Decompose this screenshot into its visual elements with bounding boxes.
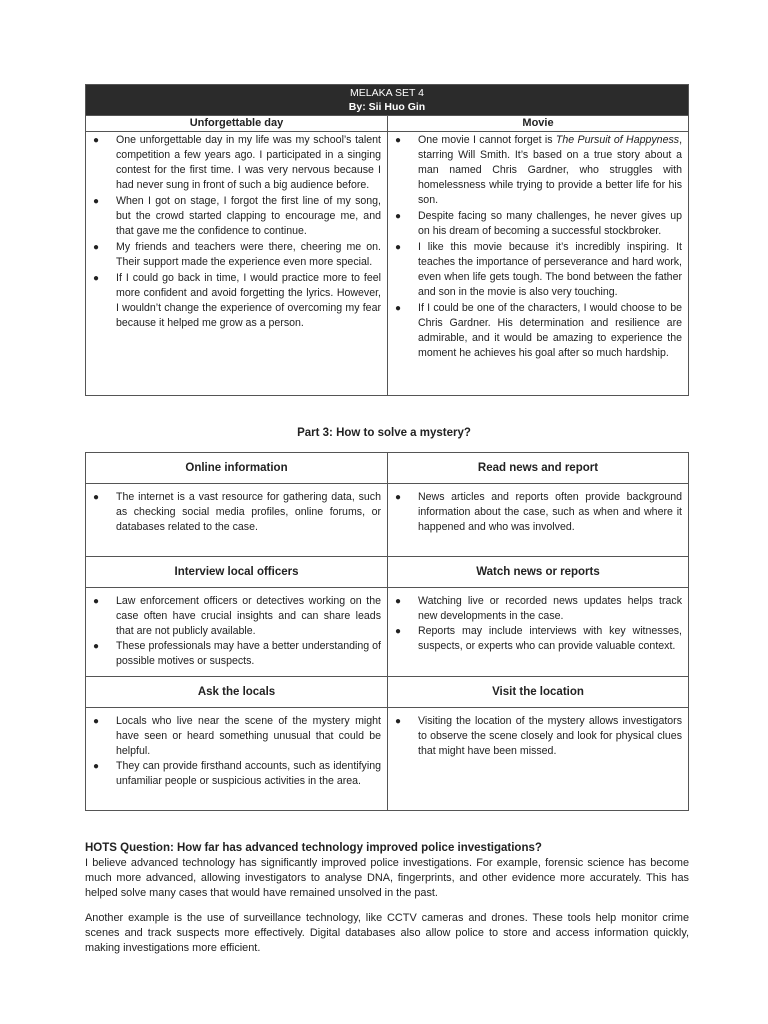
cell-read-news-and-report — [387, 484, 688, 556]
column-header-movie: Movie — [388, 116, 688, 132]
list-item-text: They can provide firsthand accounts, such as identifying unfamiliar people or suspicious activities in the area. — [116, 760, 381, 787]
mystery-table — [85, 452, 689, 811]
header-interview-local-officers: Interview local officers — [174, 566, 299, 578]
list-item — [92, 759, 381, 789]
list-item — [92, 133, 381, 193]
table-byline: By: Sii Huo Gin — [348, 101, 426, 113]
header-watch-news-or-reports: Watch news or reports — [387, 557, 688, 587]
bullet-icon: ● — [93, 596, 100, 607]
list-item — [394, 209, 682, 239]
list-item-text: One unforgettable day in my life was my school’s talent competition a few years ago. I participated in a singing contest for the first time. I was very nervous because I had never sung in front of such a big audience before. — [116, 134, 381, 191]
column-header-unforgettable-day: Unforgettable day — [86, 116, 387, 132]
bullet-icon: ● — [395, 211, 402, 222]
bullet-icon: ● — [93, 242, 100, 253]
list-item-text: The internet is a vast resource for gathering data, such as checking social media profiles, online forums, or databases related to the case. — [116, 491, 381, 533]
list-item — [92, 194, 381, 239]
cell-ask-the-locals — [86, 708, 387, 810]
hots-question: HOTS Question: How far has advanced technology improved police investigations? — [85, 842, 542, 854]
list-item — [394, 301, 682, 361]
list-item — [394, 714, 682, 759]
list-item-text: If I could be one of the characters, I would choose to be Chris Gardner. His determination and resilience are admirable, and it would be amazing to experience the moment he achieves his goal after so much hardship. — [418, 302, 682, 359]
list-item-text: Law enforcement officers or detectives working on the case often have crucial insights and can share leads that are not publicly available. — [116, 595, 381, 637]
list-item-text: I like this movie because it’s incredibly inspiring. It teaches the importance of perseverance and hard work, even when life gets tough. The bond between the father and son in the movie is also very touching. — [418, 241, 682, 298]
hots-paragraph-1: I believe advanced technology has significantly improved police investigations. For example, forensic science has become much more advanced, allowing investigators to analyse DNA, fingerprints, and other evidence more accurately. This has helped solve many cases that would have remained unsolved in the past. — [85, 857, 689, 900]
table-title: MELAKA SET 4 — [350, 87, 424, 99]
list-item-text: When I got on stage, I forgot the first line of my song, but the crowd started clapping to encourage me, and that gave me the confidence to continue. — [116, 195, 381, 237]
hots-paragraph-2: Another example is the use of surveillance technology, like CCTV cameras and drones. These tools help monitor crime scenes and track suspects more effectively. Digital databases also allow police to store and access information quickly, making investigations more efficient. — [85, 911, 689, 955]
list-item-text-post: , starring Will Smith. It’s based on a true story about a man named Chris Gardner, who struggles with homelessness while trying to provide a better life for his son. — [418, 134, 683, 206]
bullet-icon: ● — [395, 626, 402, 637]
list-item — [92, 490, 381, 535]
cell-online-information — [86, 484, 387, 556]
hots-section — [85, 841, 689, 956]
list-item-text: These professionals may have a better understanding of possible motives or suspects. — [116, 640, 381, 667]
movie-column — [387, 116, 688, 395]
list-item — [394, 490, 682, 535]
cell-watch-news-or-reports — [387, 588, 688, 676]
header-visit-the-location: Visit the location — [387, 677, 688, 707]
movie-list — [394, 133, 682, 361]
list-item — [92, 594, 381, 639]
list-item-text: My friends and teachers were there, cheering me on. Their support made the experience even more special. — [116, 241, 381, 268]
list-item-text: Watching live or recorded news updates helps track new developments in the case. — [418, 595, 682, 622]
table-title-bar — [86, 85, 688, 115]
header-read-news-and-report: Read news and report — [387, 453, 688, 483]
list-item — [92, 271, 381, 331]
bullet-icon: ● — [395, 303, 402, 314]
list-item — [92, 639, 381, 669]
bullet-icon: ● — [395, 492, 402, 503]
bullet-icon: ● — [93, 716, 100, 727]
bullet-icon: ● — [395, 135, 402, 146]
list-item-text: Locals who live near the scene of the mystery might have seen or heard something unusual that could be helpful. — [116, 715, 381, 757]
list-item-text: If I could go back in time, I would practice more to feel more confident and avoid forgetting the lyrics. However, I wouldn’t change the experience of overcoming my fear because it helped me grow as a person. — [116, 272, 381, 329]
cell-visit-the-location — [387, 708, 688, 810]
list-item — [394, 624, 682, 654]
list-item-text: Reports may include interviews with key witnesses, suspects, or experts who can provide valuable context. — [418, 625, 682, 652]
bullet-icon: ● — [395, 596, 402, 607]
header-online-information: Online information — [185, 462, 288, 474]
bullet-icon: ● — [93, 273, 100, 284]
list-item — [394, 133, 682, 208]
bullet-icon: ● — [93, 135, 100, 146]
list-item-text: Visiting the location of the mystery allows investigators to observe the scene closely and look for physical clues that might have been missed. — [418, 715, 682, 757]
list-item-text: Despite facing so many challenges, he never gives up on his dream of becoming a successful stockbroker. — [418, 210, 682, 237]
movie-title: The Pursuit of Happyness — [555, 134, 680, 146]
part3-title: Part 3: How to solve a mystery? — [297, 427, 471, 439]
essay-table — [85, 84, 689, 396]
unforgettable-day-list — [92, 133, 381, 331]
list-item — [394, 594, 682, 624]
bullet-icon: ● — [93, 196, 100, 207]
list-item — [92, 714, 381, 759]
bullet-icon: ● — [93, 492, 100, 503]
list-item — [92, 240, 381, 270]
list-item — [394, 240, 682, 300]
list-item-text-pre: One movie I cannot forget is — [418, 134, 556, 146]
bullet-icon: ● — [93, 641, 100, 652]
cell-interview-local-officers — [86, 588, 387, 676]
bullet-icon: ● — [93, 761, 100, 772]
bullet-icon: ● — [395, 716, 402, 727]
header-ask-the-locals: Ask the locals — [197, 686, 276, 698]
list-item-text: News articles and reports often provide background information about the case, such as when and where it happened and who was involved. — [418, 491, 682, 533]
bullet-icon: ● — [395, 242, 402, 253]
unforgettable-day-column — [86, 116, 387, 395]
